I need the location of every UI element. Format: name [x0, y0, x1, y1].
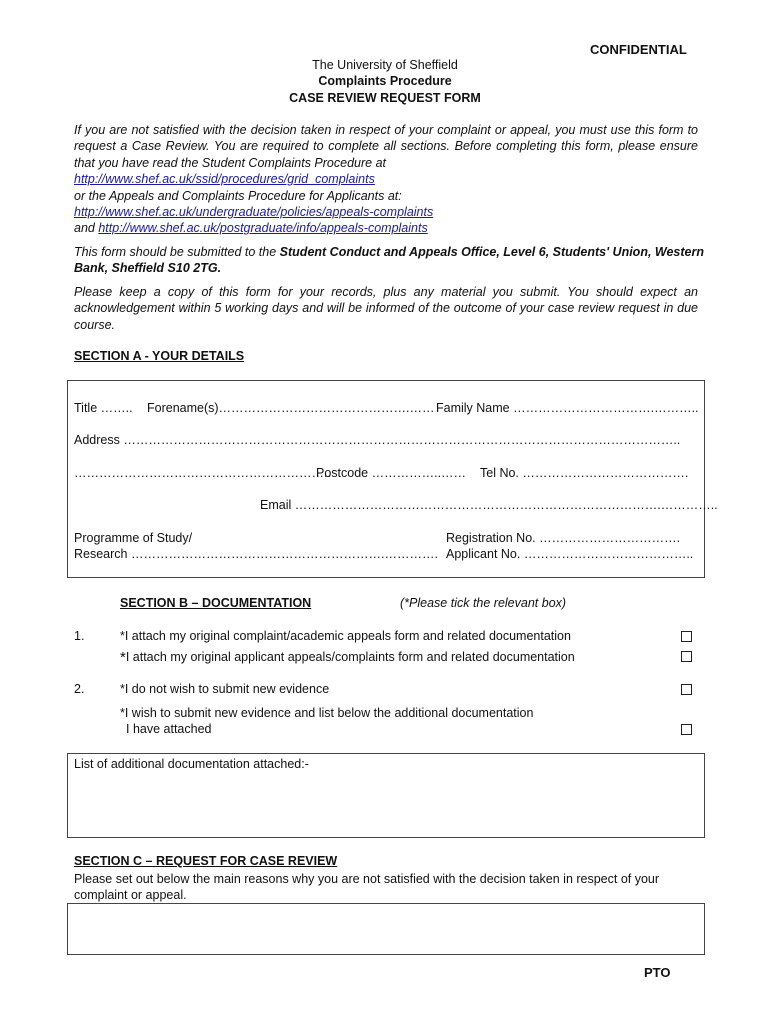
- item-1b-label: I attach my original applicant appeals/complaints form and related documentation: [125, 650, 575, 664]
- item-2a-label: *I do not wish to submit new evidence: [120, 682, 330, 696]
- email-field[interactable]: Email …………………………………………………………………………….…………..: [260, 498, 718, 512]
- section-c-text: Please set out below the main reasons why you are not satisfied with the decision taken in respect of your complaint or appeal.: [74, 872, 660, 903]
- details-box: [67, 380, 718, 578]
- pto-label: PTO: [644, 965, 671, 980]
- item-2b-label-line1: *I wish to submit new evidence and list below the additional documentation: [120, 706, 534, 720]
- case-review-reasons-box[interactable]: [67, 903, 705, 955]
- complaints-procedure-link[interactable]: http://www.shef.ac.uk/ssid/procedures/grid_complaints: [74, 172, 375, 187]
- item-1b-checkbox[interactable]: [681, 651, 692, 662]
- postcode-field[interactable]: Postcode ……………..……: [316, 466, 467, 480]
- applicants-text: or the Appeals and Complaints Procedure for Applicants at:: [74, 188, 402, 203]
- documentation-list-box[interactable]: [67, 753, 705, 838]
- intro-paragraph: [74, 122, 698, 237]
- item-2b-label-line2: I have attached: [126, 722, 212, 736]
- submit-address: Student Conduct and Appeals Office, Level 6, Students' Union, Western Bank, Sheffield S10 2TG.: [74, 245, 704, 276]
- section-c-title: SECTION C – REQUEST FOR CASE REVIEW: [74, 854, 338, 868]
- item-2a-checkbox[interactable]: [681, 684, 692, 695]
- intro-text: If you are not satisfied with the decision taken in respect of your complaint or appeal, you must use this form to request a Case Review. You are required to complete all sections. Before completing this form, please ensure that you have read the Student Complaints Procedure at: [74, 123, 698, 170]
- form-title: CASE REVIEW REQUEST FORM: [289, 91, 481, 105]
- item-2b-checkbox[interactable]: [681, 724, 692, 735]
- procedure-title: Complaints Procedure: [318, 74, 452, 88]
- and-text: and: [74, 221, 95, 236]
- submission-paragraph: [74, 244, 704, 277]
- submit-text: This form should be submitted to the: [74, 245, 277, 259]
- registration-field[interactable]: Registration No. …………………………….: [446, 531, 681, 545]
- postgraduate-link[interactable]: http://www.shef.ac.uk/postgraduate/info/appeals-complaints: [98, 221, 428, 236]
- confidential-label: CONFIDENTIAL: [590, 42, 687, 57]
- applicant-field[interactable]: Applicant No. …………………………………..: [446, 547, 694, 561]
- section-a-title: SECTION A - YOUR DETAILS: [74, 349, 245, 363]
- item-1a-label: *I attach my original complaint/academic appeals form and related documentation: [120, 629, 571, 643]
- documentation-list-label: List of additional documentation attached:-: [74, 757, 309, 771]
- asterisk: *: [120, 649, 126, 666]
- address-line-2[interactable]: ……………………………………………………..: [74, 466, 331, 480]
- family-name-field[interactable]: Family Name …………………………….………..: [436, 401, 699, 415]
- title-field[interactable]: Title ……..: [74, 401, 133, 415]
- copy-paragraph: Please keep a copy of this form for your records, plus any material you submit. You should expect an acknowledgement within 5 working days and will be informed of the outcome of your case review request in due course.: [74, 285, 698, 332]
- forename-field[interactable]: Forename(s)……………………………………….……: [147, 401, 435, 415]
- tel-field[interactable]: Tel No. ………………………………….: [480, 466, 689, 480]
- tick-note: (*Please tick the relevant box): [400, 596, 567, 610]
- address-field[interactable]: Address ……………………………………………………………………………………………………………………..: [74, 433, 681, 447]
- item-1b-row: [120, 648, 575, 665]
- item-number-1: 1.: [74, 629, 85, 643]
- programme-label: Programme of Study/: [74, 531, 193, 545]
- programme-field[interactable]: Research …………………………………………………….………….: [74, 547, 438, 561]
- item-1a-checkbox[interactable]: [681, 631, 692, 642]
- undergraduate-link[interactable]: http://www.shef.ac.uk/undergraduate/policies/appeals-complaints: [74, 205, 434, 220]
- university-name: The University of Sheffield: [312, 58, 458, 72]
- item-number-2: 2.: [74, 682, 85, 696]
- section-b-title: SECTION B – DOCUMENTATION: [120, 596, 312, 610]
